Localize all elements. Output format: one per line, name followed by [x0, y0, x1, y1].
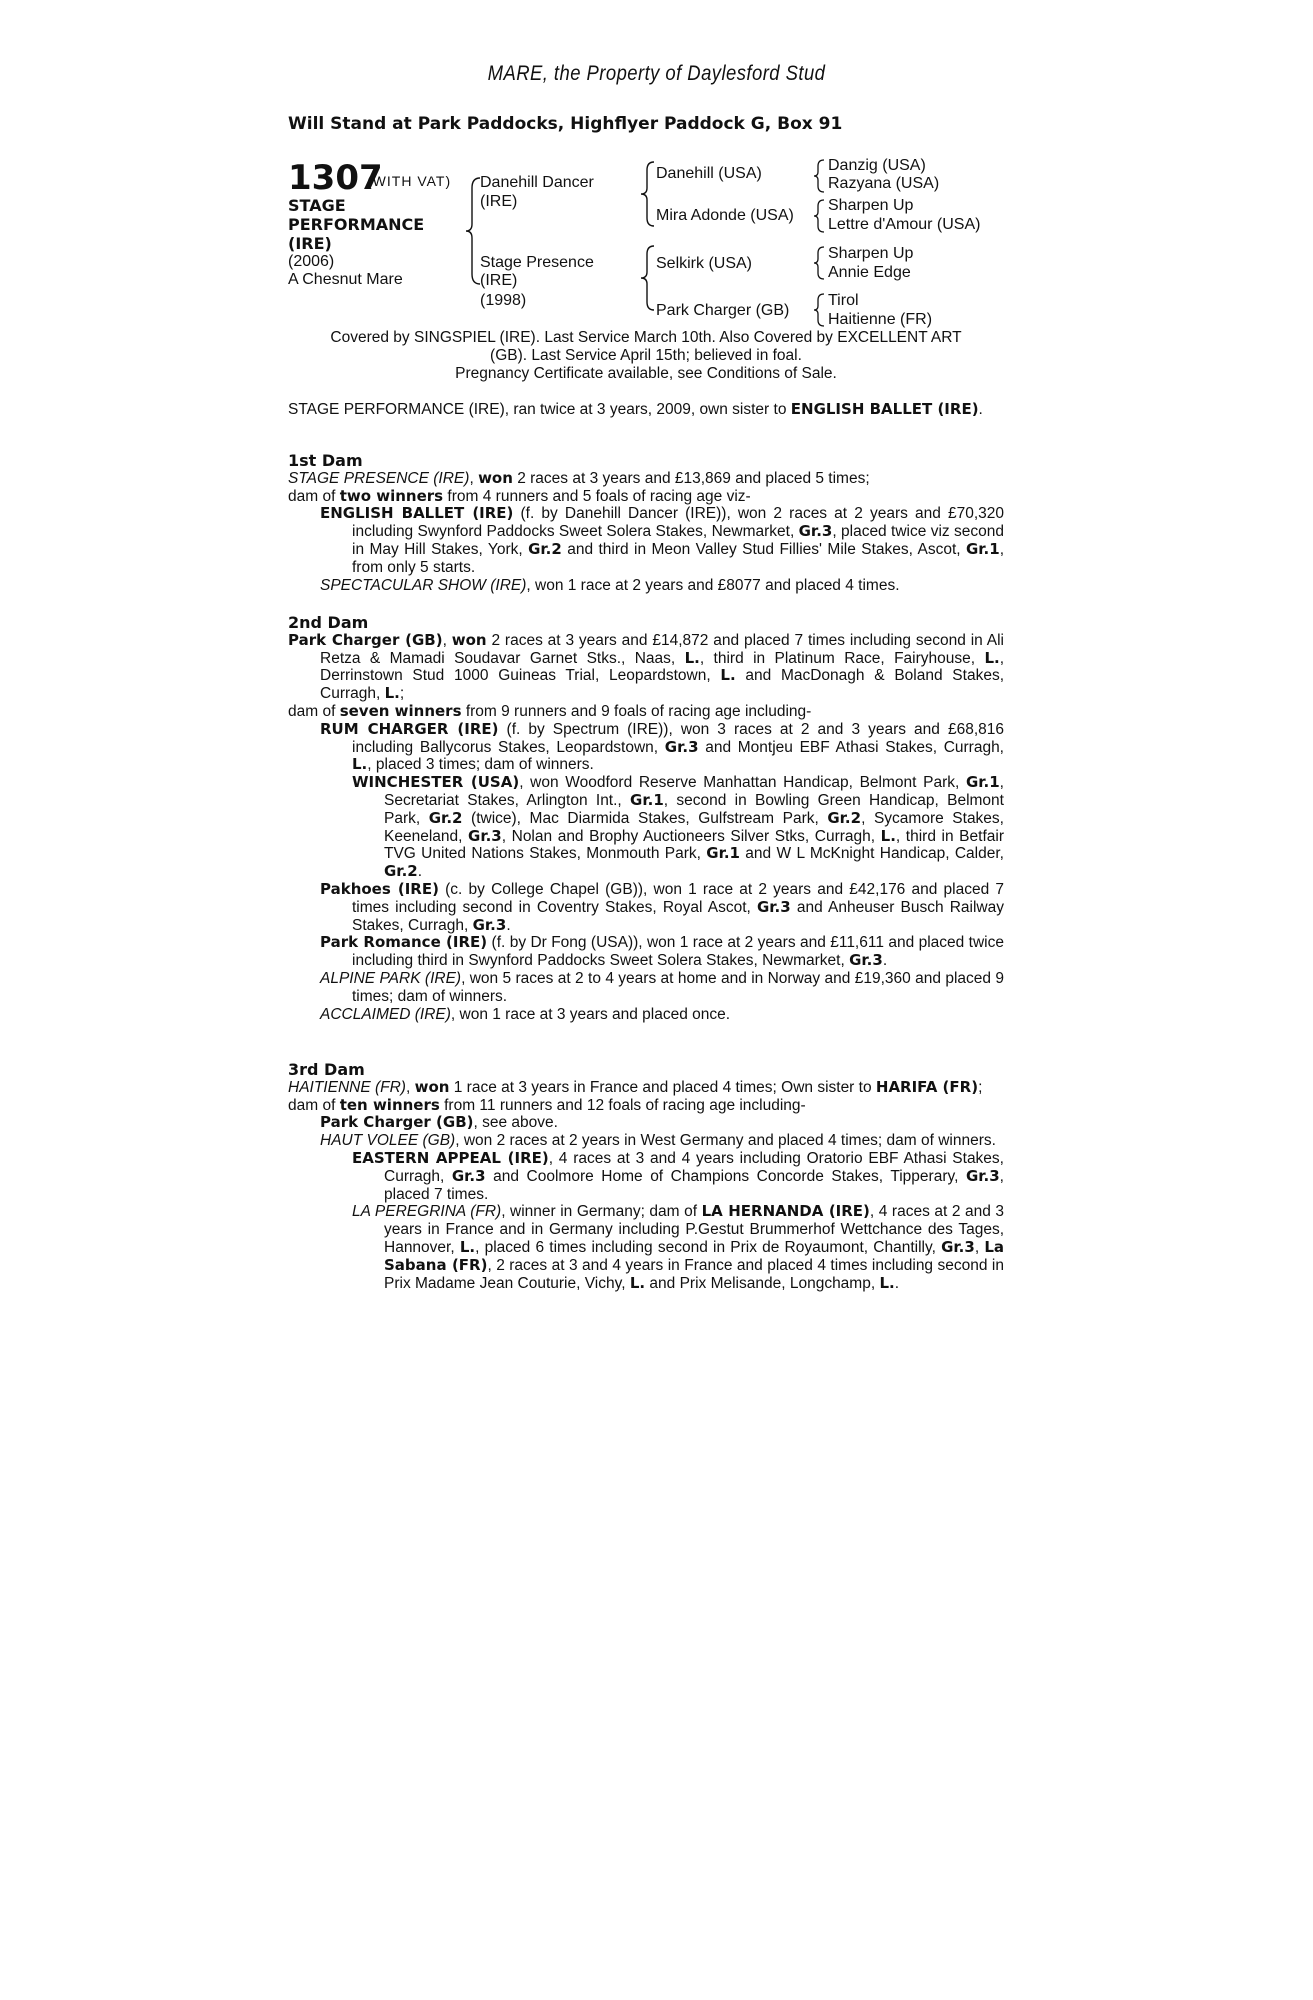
produce-acclaimed: ACCLAIMED (IRE), won 1 race at 3 years and placed once. [320, 1005, 731, 1023]
pedigree-dsd: Annie Edge [828, 264, 911, 281]
second-dam-produce: dam of seven winners from 9 runners and 9 foals of racing age including- [288, 701, 812, 720]
produce-spectacular-show: SPECTACULAR SHOW (IRE), won 1 race at 2 years and £8077 and placed 4 times. [320, 576, 900, 594]
produce-park-charger: Park Charger (GB), see above. [320, 1113, 558, 1132]
pedigree-dam-year: (1998) [480, 292, 527, 309]
pedigree-ddd: Haitienne (FR) [828, 311, 933, 328]
produce-haut-volee: HAUT VOLEE (GB), won 2 races at 2 years in West Germany and placed 4 times; dam of winners. [320, 1132, 996, 1150]
pedigree-brace-dd [812, 292, 826, 328]
first-dam-heading: 1st Dam [288, 451, 363, 470]
pedigree-dam: Stage Presence [480, 254, 594, 271]
lot-number: 1307 [288, 158, 383, 198]
pedigree-brace-ss [812, 158, 826, 194]
stand-location: Will Stand at Park Paddocks, Highflyer Paddock G, Box 91 [288, 114, 843, 134]
pedigree-sdd: Lettre d'Amour (USA) [828, 216, 981, 233]
first-dam-produce: dam of two winners from 4 runners and 5 foals of racing age viz- [288, 486, 751, 505]
horse-name-line1: STAGE [288, 196, 346, 215]
third-dam-section [288, 1061, 1004, 1292]
pedigree-sire: Danehill Dancer [480, 174, 594, 191]
vat-note: (WITH VAT) [367, 173, 452, 189]
produce-park-romance: Park Romance (IRE) (f. by Dr Fong (USA)), won 1 race at 2 years and £11,611 and placed twice including third in Swynford Paddocks Sweet Solera Stakes, Newmarket, Gr.3. [320, 933, 1004, 970]
third-dam-heading: 3rd Dam [288, 1060, 365, 1079]
third-dam-produce: dam of ten winners from 11 runners and 12 foals of racing age including- [288, 1095, 806, 1114]
page-title: MARE, the Property of Daylesford Stud [487, 62, 826, 85]
pedigree-ssd: Razyana (USA) [828, 175, 940, 192]
pedigree-sss: Danzig (USA) [828, 157, 926, 174]
pedigree-brace-sd [812, 198, 826, 234]
covered-line2: (GB). Last Service April 15th; believed in foal. [490, 347, 802, 364]
pedigree-sds: Sharpen Up [828, 197, 914, 214]
produce-english-ballet: ENGLISH BALLET (IRE) (f. by Danehill Dancer (IRE)), won 2 races at 2 years and £70,320 including Swynford Paddocks Sweet Solera Stakes, Newmarket, Gr.3, placed twice viz second in May Hill Stakes, York, Gr.2 and third in Meon Valley Stud Fillies' Mile Stakes, Ascot, Gr.1, from only 5 starts. [320, 504, 1004, 576]
pedigree-brace-sire [638, 160, 658, 228]
pedigree-sd: Mira Adonde (USA) [656, 207, 794, 224]
second-dam-record: Park Charger (GB), won 2 races at 3 years and £14,872 and placed 7 times including second in Ali Retza & Mamadi Soudavar Garnet Stks., Naas, L., third in Platinum Race, Fairyhouse, L., Derrinstown Stud 1000 Guineas Trial, Leopardstown, L. and MacDonagh & Boland Stakes, Curragh, L.; [288, 630, 1005, 703]
covered-line1: Covered by SINGSPIEL (IRE). Last Service March 10th. Also Covered by EXCELLENT ART [330, 329, 962, 346]
second-dam-section [288, 614, 1004, 1023]
horse-name-line3: (IRE) [288, 234, 332, 253]
horse-description: A Chesnut Mare [288, 271, 403, 288]
third-dam-record: HAITIENNE (FR), won 1 race at 3 years in France and placed 4 times; Own sister to HARIFA (FR); [288, 1077, 983, 1096]
produce-winchester: WINCHESTER (USA), won Woodford Reserve Manhattan Handicap, Belmont Park, Gr.1, Secretariat Stakes, Arlington Int., Gr.1, second in Bowling Green Handicap, Belmont Park, Gr.2 (twice), Mac Diarmida Stakes, Gulfstream Park, Gr.2, Sycamore Stakes, Keeneland, Gr.3, Nolan and Brophy Auctioneers Silver Stks, Curragh, L., third in Betfair TVG United Nations Stakes, Monmouth Park, Gr.1 and W L McKnight Handicap, Calder, Gr.2. [352, 773, 1004, 881]
first-dam-section [288, 452, 1004, 594]
pedigree-dds: Tirol [828, 292, 859, 309]
produce-la-peregrina: LA PEREGRINA (FR), winner in Germany; dam of LA HERNANDA (IRE), 4 races at 2 and 3 years in France and in Germany including P.Gestut Brummerhof Wettchance des Tages, Hannover, L., placed 6 times including second in Prix de Royaumont, Chantilly, Gr.3, La Sabana (FR), 2 races at 3 and 4 years in France and placed 4 times including second in Prix Madame Jean Couturie, Vichy, L. and Prix Melisande, Longchamp, L.. [352, 1202, 1005, 1292]
pedigree-sire-country: (IRE) [480, 193, 518, 210]
covered-line3: Pregnancy Certificate available, see Conditions of Sale. [455, 365, 837, 382]
pedigree-ds: Selkirk (USA) [656, 255, 753, 272]
first-dam-record: STAGE PRESENCE (IRE), won 2 races at 3 years and £13,869 and placed 5 times; [288, 468, 870, 487]
produce-pakhoes: Pakhoes (IRE) (c. by College Chapel (GB)), won 1 race at 2 years and £42,176 and placed 7 times including second in Coventry Stakes, Royal Ascot, Gr.3 and Anheuser Busch Railway Stakes, Curragh, Gr.3. [320, 879, 1004, 934]
second-dam-heading: 2nd Dam [288, 613, 369, 632]
pedigree-dam-country: (IRE) [480, 272, 518, 289]
foaling-year: (2006) [288, 253, 335, 270]
covered-note [288, 329, 1004, 383]
produce-rum-charger: RUM CHARGER (IRE) (f. by Spectrum (IRE)), won 3 races at 2 and 3 years and £68,816 including Ballycorus Stakes, Leopardstown, Gr.3 and Montjeu EBF Athasi Stakes, Curragh, L., placed 3 times; dam of winners. [320, 719, 1004, 774]
horse-name [288, 196, 448, 253]
pedigree-ss: Danehill (USA) [656, 165, 762, 182]
pedigree-brace-dam [638, 244, 658, 312]
intro-text: STAGE PERFORMANCE (IRE), ran twice at 3 years, 2009, own sister to ENGLISH BALLET (IRE). [288, 400, 983, 418]
intro-paragraph [288, 401, 1004, 419]
pedigree-dd: Park Charger (GB) [656, 302, 790, 319]
produce-eastern-appeal: EASTERN APPEAL (IRE), 4 races at 3 and 4 years including Oratorio EBF Athasi Stakes, Curragh, Gr.3 and Coolmore Home of Champions Concorde Stakes, Tipperary, Gr.3, placed 7 times. [352, 1148, 1004, 1203]
produce-alpine-park: ALPINE PARK (IRE), won 5 races at 2 to 4 years at home and in Norway and £19,360 and placed 9 times; dam of winners. [320, 969, 1004, 1005]
horse-name-line2: PERFORMANCE [288, 215, 425, 234]
pedigree-dss: Sharpen Up [828, 245, 914, 262]
pedigree-brace-ds [812, 245, 826, 281]
